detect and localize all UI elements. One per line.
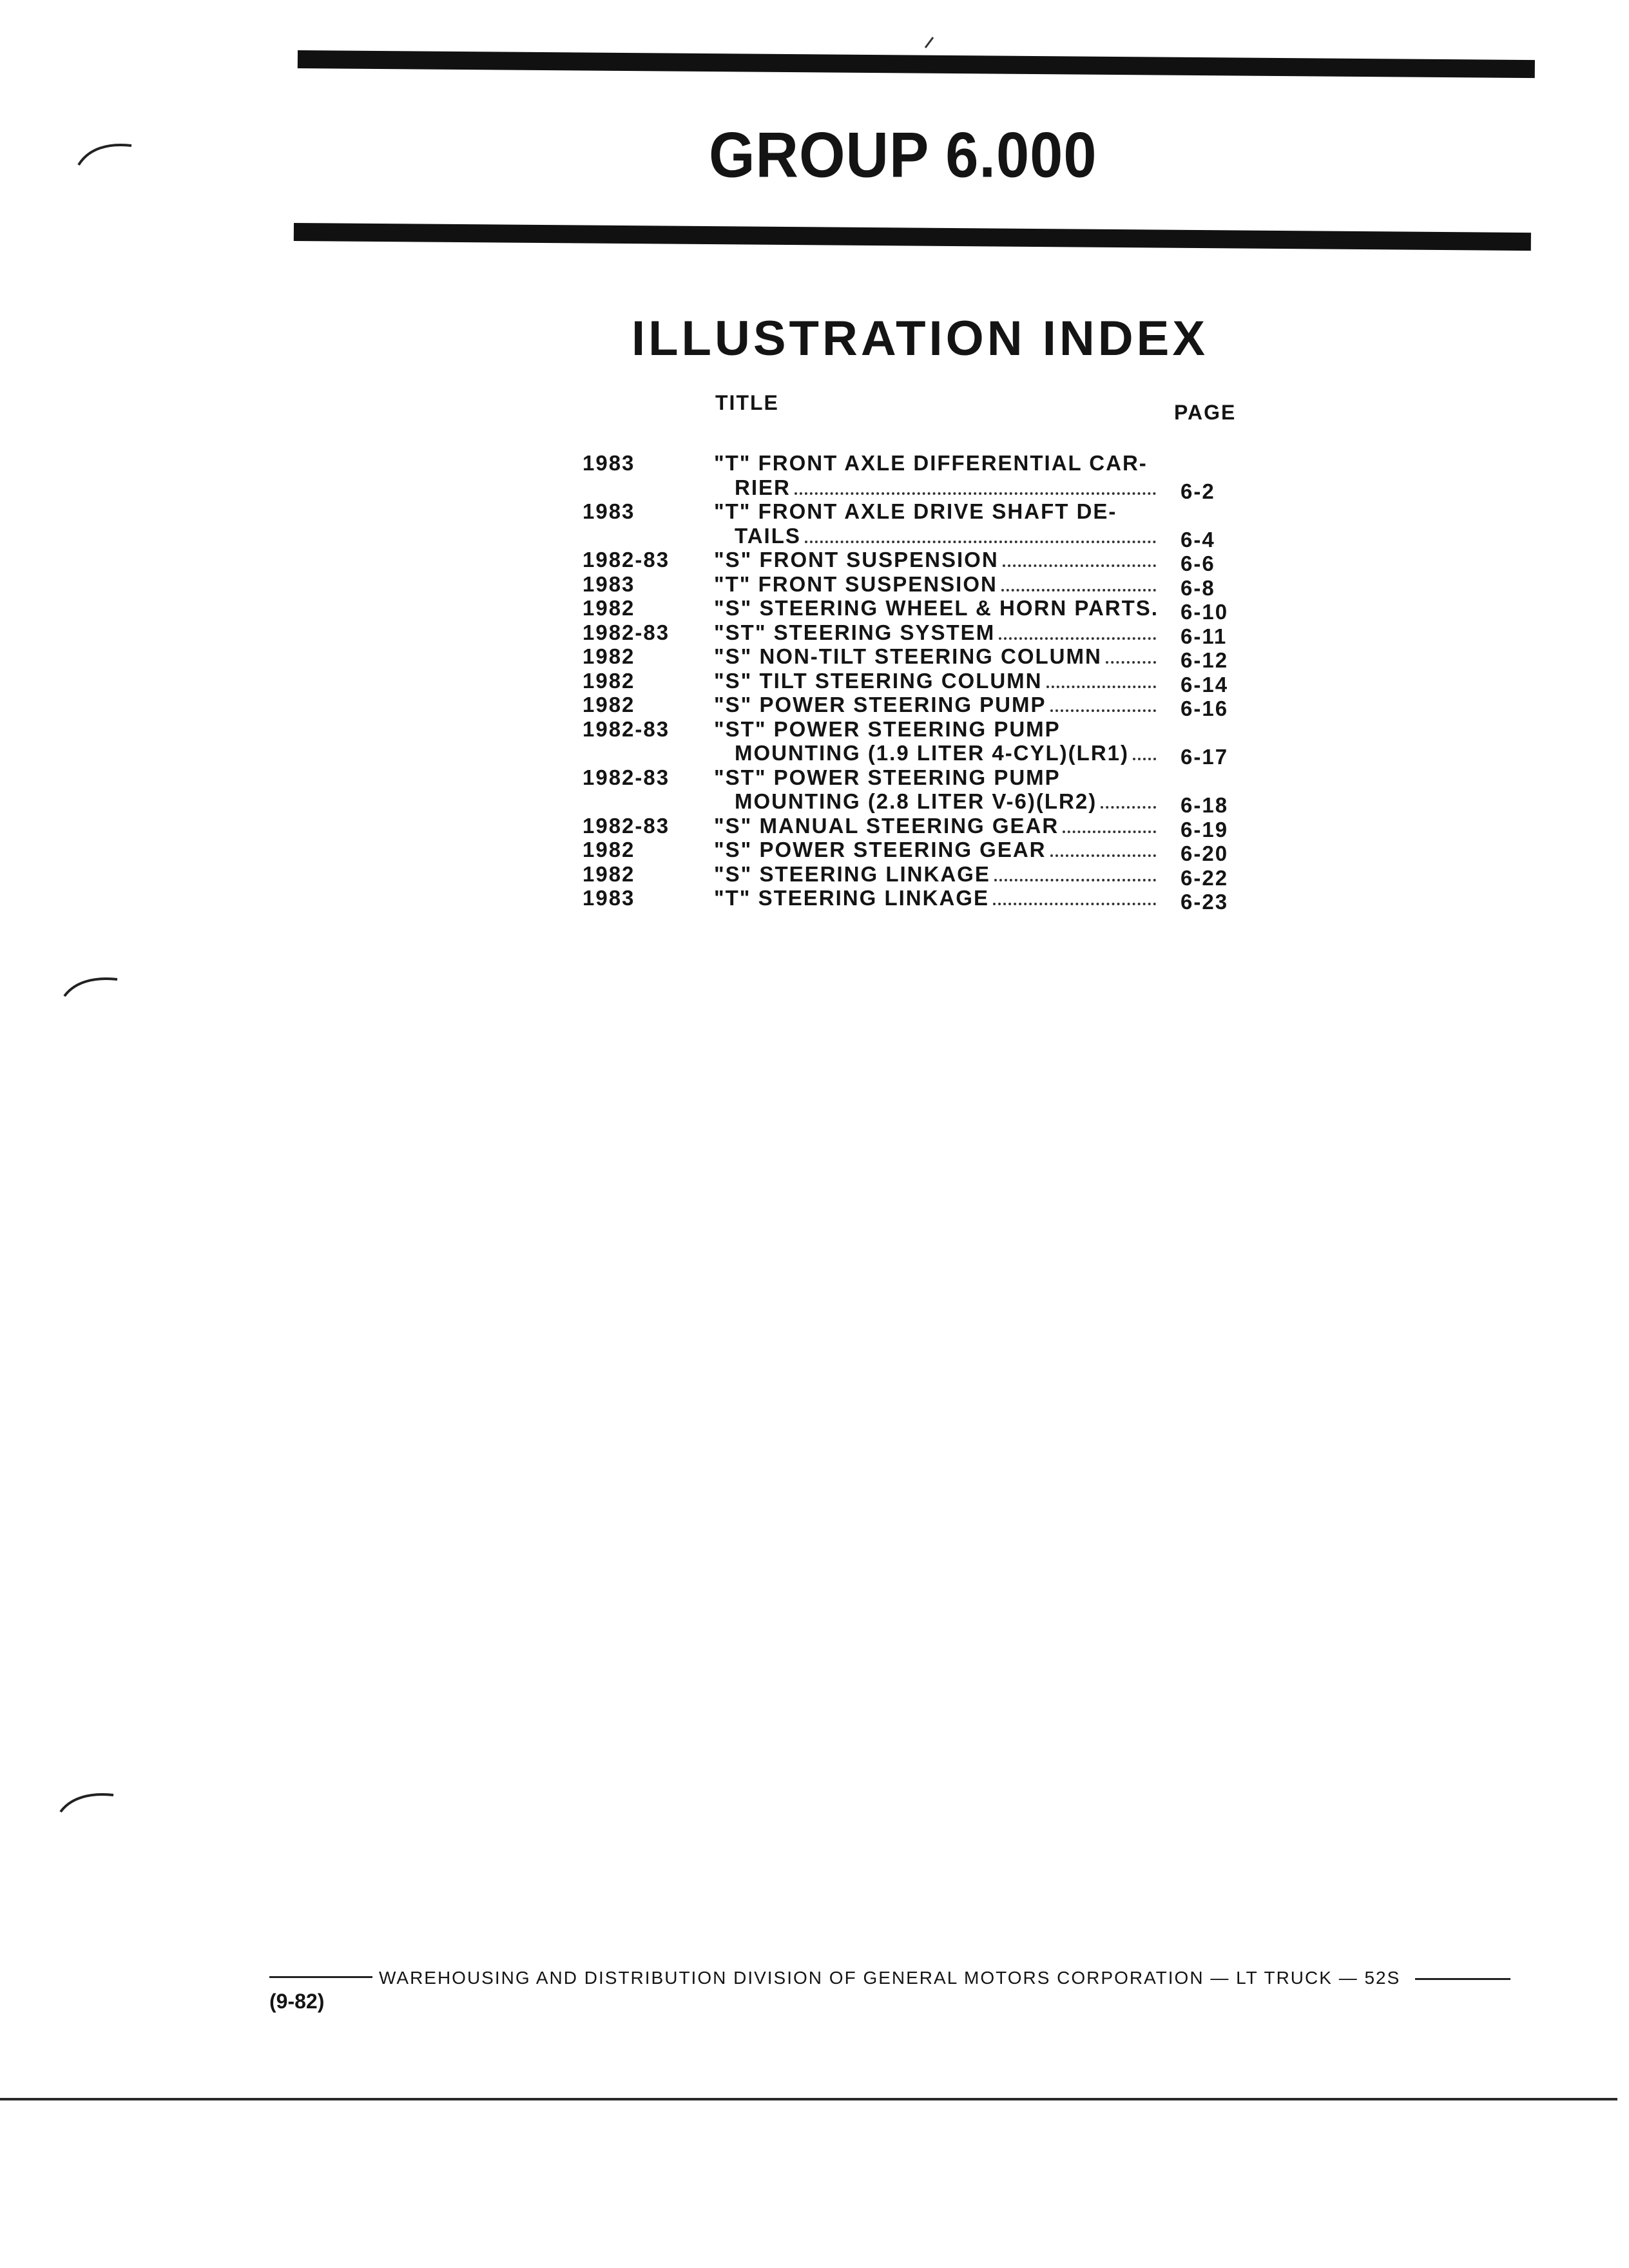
dot-leader bbox=[993, 903, 1156, 905]
entry-year: 1983 bbox=[583, 451, 635, 475]
entry-page: 6-19 bbox=[1181, 817, 1229, 841]
dot-leader bbox=[1106, 661, 1156, 664]
dot-leader bbox=[999, 637, 1156, 640]
entry-title: "ST" POWER STEERING PUMP bbox=[714, 765, 1061, 789]
entry-title: "S" MANUAL STEERING GEAR bbox=[714, 813, 1059, 838]
entry-title-line bbox=[714, 548, 1160, 572]
entry-page: 6-14 bbox=[1181, 672, 1229, 697]
entry-title: MOUNTING (1.9 LITER 4-CYL)(LR1) bbox=[735, 741, 1129, 765]
entry-title: "S" TILT STEERING COLUMN bbox=[714, 668, 1043, 693]
entry-page: 6-22 bbox=[1181, 865, 1229, 890]
entry-year: 1982-83 bbox=[583, 716, 670, 741]
entry-page: 6-2 bbox=[1181, 479, 1215, 503]
footer-rule-left bbox=[269, 1976, 372, 1978]
entry-year: 1982 bbox=[583, 861, 635, 886]
entry-title-line bbox=[735, 741, 1160, 765]
entry-title-line bbox=[735, 476, 1160, 500]
entry-page: 6-20 bbox=[1181, 841, 1229, 865]
entry-page: 6-11 bbox=[1181, 624, 1228, 648]
entry-year: 1983 bbox=[583, 499, 635, 523]
footer-rule-right bbox=[1415, 1978, 1510, 1980]
entry-year: 1982 bbox=[583, 596, 635, 620]
bottom-rule bbox=[0, 2098, 1617, 2100]
entry-title-line bbox=[714, 596, 1160, 620]
entry-title: "S" FRONT SUSPENSION bbox=[714, 548, 999, 572]
entry-title: "S" NON-TILT STEERING COLUMN bbox=[714, 644, 1102, 668]
entry-title: "S" POWER STEERING PUMP bbox=[714, 693, 1046, 716]
entry-title: "ST" STEERING SYSTEM bbox=[714, 620, 996, 644]
entry-title: TAILS bbox=[735, 523, 801, 548]
entry-year: 1983 bbox=[583, 886, 635, 910]
dot-leader bbox=[805, 541, 1156, 543]
entry-page: 6-6 bbox=[1181, 552, 1215, 575]
dot-leader bbox=[994, 879, 1156, 881]
entry-year: 1982 bbox=[583, 644, 635, 668]
entry-page: 6-18 bbox=[1181, 793, 1229, 817]
dot-leader bbox=[1050, 709, 1156, 712]
dot-leader bbox=[1101, 806, 1156, 809]
dot-leader bbox=[1001, 589, 1156, 591]
entry-page: 6-4 bbox=[1181, 527, 1215, 552]
entry-title-line bbox=[714, 644, 1160, 669]
entry-title: "T" STEERING LINKAGE bbox=[714, 886, 989, 910]
column-header-page: PAGE bbox=[1174, 401, 1237, 424]
entry-page: 6-12 bbox=[1181, 648, 1229, 672]
entry-page: 6-17 bbox=[1181, 745, 1229, 769]
entry-year: 1982-83 bbox=[583, 765, 670, 789]
dot-leader bbox=[1050, 854, 1156, 857]
column-header-title: TITLE bbox=[715, 391, 779, 414]
entry-title-line bbox=[735, 789, 1160, 814]
entry-page: 6-10 bbox=[1181, 600, 1229, 624]
entry-year: 1982 bbox=[583, 693, 635, 716]
entry-title-line bbox=[714, 693, 1160, 717]
entry-title: "S" POWER STEERING GEAR bbox=[714, 838, 1046, 861]
entry-year: 1982-83 bbox=[583, 548, 670, 572]
entry-title: "S" STEERING LINKAGE bbox=[714, 861, 990, 886]
entry-title-line bbox=[735, 524, 1160, 548]
entry-title-line bbox=[714, 620, 1160, 645]
entry-page: 6-8 bbox=[1181, 575, 1215, 600]
entry-title: MOUNTING (2.8 LITER V-6)(LR2) bbox=[735, 789, 1097, 813]
dot-leader bbox=[1133, 758, 1156, 760]
entry-title-line bbox=[714, 669, 1160, 693]
entry-title-line bbox=[714, 838, 1160, 862]
footer-text: WAREHOUSING AND DISTRIBUTION DIVISION OF GENERAL MOTORS CORPORATION — LT TRUCK — 52S bbox=[379, 1968, 1401, 1988]
entry-year: 1983 bbox=[583, 572, 635, 596]
entry-title: "T" FRONT AXLE DIFFERENTIAL CAR- bbox=[714, 451, 1148, 475]
entry-year: 1982-83 bbox=[583, 813, 670, 838]
entry-year: 1982 bbox=[583, 838, 635, 861]
dot-leader bbox=[1003, 564, 1156, 567]
entry-title-line bbox=[714, 862, 1160, 887]
entry-title: "S" STEERING WHEEL & HORN PARTS. bbox=[714, 596, 1159, 620]
entry-page: 6-23 bbox=[1181, 890, 1229, 914]
group-title: GROUP 6.000 bbox=[709, 120, 1097, 191]
dot-leader bbox=[1063, 831, 1156, 833]
entry-title: "T" FRONT AXLE DRIVE SHAFT DE- bbox=[714, 499, 1117, 523]
footer-date: (9-82) bbox=[269, 1990, 325, 2013]
index-title: ILLUSTRATION INDEX bbox=[631, 311, 1209, 366]
entry-title: "ST" POWER STEERING PUMP bbox=[714, 716, 1061, 741]
entry-page: 6-16 bbox=[1181, 697, 1229, 720]
dot-leader bbox=[795, 492, 1156, 495]
entry-title-line bbox=[714, 814, 1160, 838]
entry-title: "T" FRONT SUSPENSION bbox=[714, 572, 998, 596]
entry-title-line bbox=[714, 886, 1160, 910]
entry-year: 1982 bbox=[583, 668, 635, 693]
entry-title-line bbox=[714, 572, 1160, 597]
dot-leader bbox=[1046, 686, 1156, 688]
entry-title: RIER bbox=[735, 475, 791, 499]
entry-year: 1982-83 bbox=[583, 620, 670, 644]
